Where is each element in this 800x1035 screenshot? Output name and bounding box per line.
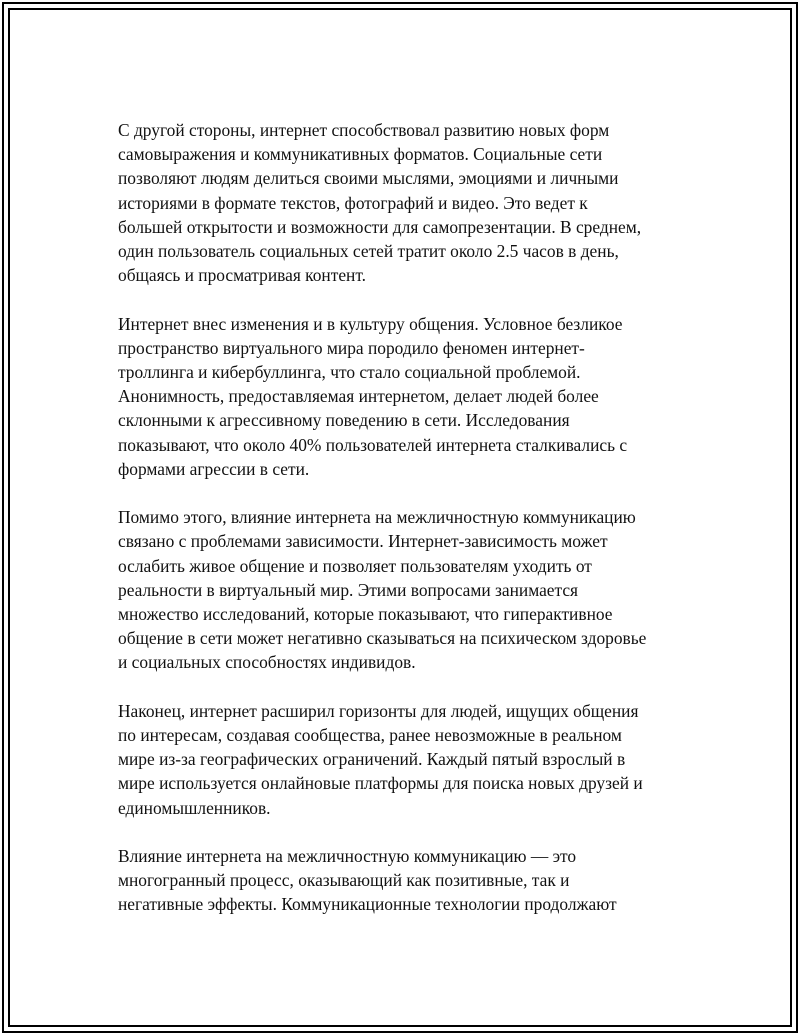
text-line: общение в сети может негативно сказываться на психическом здоровье [118,628,647,649]
paragraph-conclusion [118,844,684,917]
text-line: Влияние интернета на межличностную коммуникацию — это [118,846,577,867]
text-line: Наконец, интернет расширил горизонты для людей, ищущих общения [118,700,639,721]
text-line: большей открытости и возможности для самопрезентации. В среднем, [118,216,642,237]
text-line: один пользователь социальных сетей тратит около 2.5 часов в день, [118,241,619,262]
paragraph-addiction [118,505,684,674]
text-line: единомышленников. [118,797,271,818]
text-line: пространство виртуального мира породило феномен интернет- [118,337,585,358]
text-line: показывают, что около 40% пользователей интернета сталкивались с [118,434,628,455]
text-line: негативные эффекты. Коммуникационные технологии продолжают [118,894,617,915]
text-line: реальности в виртуальный мир. Этими вопросами занимается [118,579,579,600]
text-line: по интересам, создавая сообщества, ранее невозможные в реальном [118,725,622,746]
text-line: троллинга и кибербуллинга, что стало социальной проблемой. [118,362,581,383]
text-line: мире используется онлайновые платформы для поиска новых друзей и [118,773,643,794]
paragraph-communities [118,699,684,820]
text-line: формами агрессии в сети. [118,458,310,479]
paragraph-social-media [118,118,684,287]
text-line: многогранный процесс, оказывающий как позитивные, так и [118,870,570,891]
text-line: Помимо этого, влияние интернета на межличностную коммуникацию [118,507,636,528]
text-line: связано с проблемами зависимости. Интернет-зависимость может [118,531,608,552]
text-line: и социальных способностях индивидов. [118,652,416,673]
text-line: склонными к агрессивному поведению в сети. Исследования [118,410,570,431]
text-line: историями в формате текстов, фотографий и видео. Это ведет к [118,192,588,213]
text-line: самовыражения и коммуникативных форматов. Социальные сети [118,144,603,165]
text-line: Интернет внес изменения и в культуру общения. Условное безликое [118,313,623,334]
text-line: мире из-за географических ограничений. Каждый пятый взрослый в [118,749,626,770]
text-line: Анонимность, предоставляемая интернетом, делает людей более [118,386,599,407]
text-line: общаясь и просматривая контент. [118,265,367,286]
document-body [118,118,684,941]
text-line: позволяют людям делиться своими мыслями, эмоциями и личными [118,168,619,189]
text-line: множество исследований, которые показывают, что гиперактивное [118,604,613,625]
text-line: С другой стороны, интернет способствовал развитию новых форм [118,120,610,140]
paragraph-communication-culture [118,312,684,481]
text-line: ослабить живое общение и позволяет пользователям уходить от [118,555,592,576]
